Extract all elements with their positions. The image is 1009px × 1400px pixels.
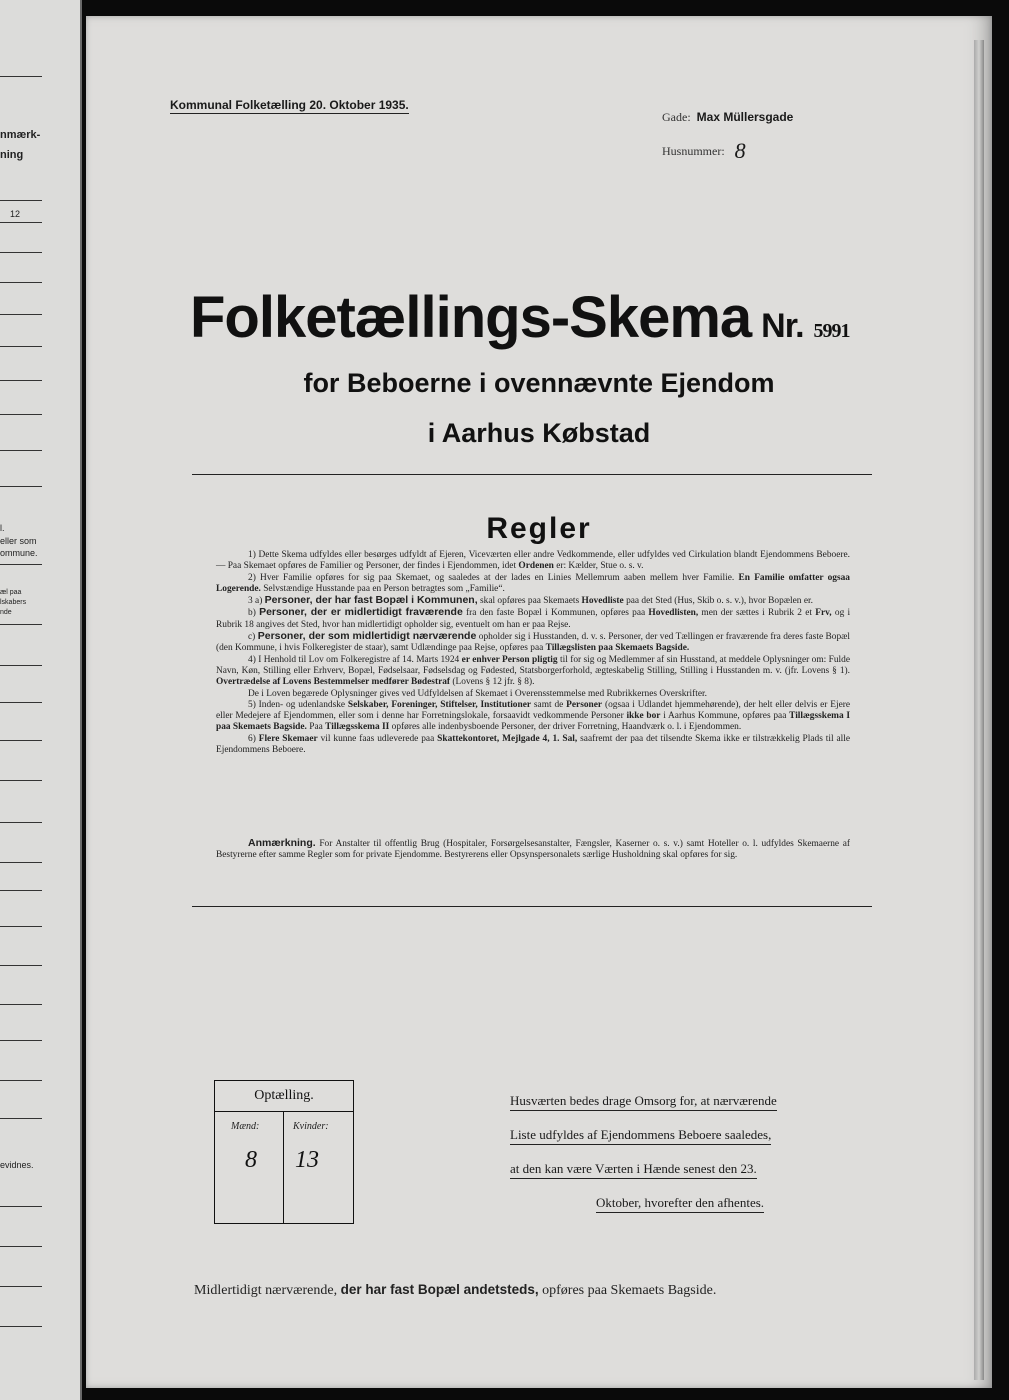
- left-rule: [0, 282, 42, 283]
- count-box-title: Optælling.: [215, 1081, 353, 1112]
- men-label: Mænd:: [231, 1121, 260, 1132]
- left-rule: [0, 740, 42, 741]
- left-rule: [0, 314, 42, 315]
- left-rule: [0, 1004, 42, 1005]
- left-rule: [0, 822, 42, 823]
- left-facing-page: [0, 0, 82, 1400]
- left-rule: [0, 380, 42, 381]
- form-subtitle: for Beboerne i ovennævnte Ejendom: [303, 368, 775, 398]
- left-rule: [0, 450, 42, 451]
- left-rule: [0, 346, 42, 347]
- men-count: 8: [245, 1147, 257, 1173]
- rules-text: [216, 550, 850, 756]
- women-label: Kvinder:: [293, 1121, 329, 1132]
- left-fragment: lskabers: [0, 599, 27, 606]
- divider: [192, 474, 872, 475]
- form-title-main: Folketællings-Skema: [190, 285, 752, 350]
- rule-2: 2) Hver Familie opføres for sig paa Skemaet, og saaledes at der lades en Linies Mellemrum aaben mellem hver Familie. En Familie omfatter ogsaa Logerende. Selvstændige Husstande paa en Person betragtes som „Familie“.: [216, 572, 850, 594]
- notice-line: at den kan være Værten i Hænde senest den 23.: [510, 1160, 850, 1194]
- rule-3b: b) Personer, der er midlertidigt fraværende fra den faste Bopæl i Kommunen, opføres paa Hovedlisten, men der sættes i Rubrik 2 et Frv, og i Rubrik 18 angives det Sted, hvor han midlertidigt opholder sig, eventuelt om han er paa Rejse.: [216, 606, 851, 630]
- left-fragment: nde: [0, 609, 12, 616]
- notice-line: Liste udfyldes af Ejendommens Beboere saaledes,: [510, 1126, 850, 1160]
- page-edge: [974, 40, 984, 1380]
- left-rule: [0, 1286, 42, 1287]
- address-block: [662, 100, 793, 168]
- rule-3a: 3 a) Personer, der har fast Bopæl i Kommunen, skal opføres paa Skemaets Hovedliste paa det Sted (Hus, Skib o. s. v.), hvor Bopælen er.: [248, 594, 813, 607]
- left-rule: [0, 1040, 42, 1041]
- left-rule: [0, 222, 42, 223]
- left-rule: [0, 702, 42, 703]
- form-location: i Aarhus Købstad: [427, 418, 651, 448]
- gade-row: [662, 100, 793, 134]
- left-rule: [0, 1206, 42, 1207]
- left-rule: [0, 926, 42, 927]
- left-fragment: ning: [0, 149, 24, 161]
- left-rule: [0, 252, 42, 253]
- husnummer-value: 8: [734, 138, 746, 163]
- left-fragment: ommune.: [0, 548, 38, 558]
- left-fragment: 12: [10, 209, 21, 219]
- rule-5: 5) Inden- og udenlandske Selskaber, Foreninger, Stiftelser, Institutioner samt de Personer (ogsaa i Udlandet hjemmehørende), der helt eller delvis er Ejere eller Medejere af Ejendommen, eller som i denne har Forretningslokale, forsaavidt vedkommende Personer ikke bor i Aarhus Kommune, opføres paa Tillægsskema I paa Skemaets Bagside. Paa Tillægsskema II opføres alle indenbysboende Personer, der driver Forretning, Haandværk o. l. i Ejendommen.: [216, 699, 851, 733]
- left-rule: [0, 862, 42, 863]
- left-fragment: nmærk-: [0, 129, 41, 141]
- remark-paragraph: [216, 838, 850, 862]
- form-title: [190, 284, 850, 351]
- form-nr-label: Nr.: [761, 307, 804, 345]
- remark-label: Anmærkning.: [248, 837, 316, 849]
- husnummer-row: [662, 134, 793, 168]
- left-rule: [0, 665, 42, 666]
- census-header: Kommunal Folketælling 20. Oktober 1935.: [170, 98, 409, 112]
- rules-heading: Regler: [486, 512, 592, 545]
- rule-3c: c) Personer, der som midlertidigt nærværende opholder sig i Husstanden, d. v. s. Personer, der ved Tællingen er fraværende fra deres faste Bopæl (den Kommune, i hvis Folkeregister de staar), samt Udlændinge paa Rejse, opføres paa Tillægslisten paa Skemaets Bagside.: [216, 630, 851, 654]
- left-rule: [0, 1246, 42, 1247]
- left-fragment: evidnes.: [0, 1160, 34, 1170]
- census-form-page: [86, 16, 992, 1388]
- landlord-notice: [510, 1092, 850, 1228]
- left-rule: [0, 624, 42, 625]
- rule-4-extra: De i Loven begærede Oplysninger gives ved Udfyldelsen af Skemaet i Overensstemmelse med Rubrikkernes Overskrifter.: [248, 688, 707, 699]
- left-rule: [0, 76, 42, 77]
- notice-line: Husværten bedes drage Omsorg for, at nærværende: [510, 1092, 850, 1126]
- count-box-divider: [283, 1111, 284, 1223]
- left-fragment: æl paa: [0, 589, 22, 596]
- left-rule: [0, 965, 42, 966]
- left-rule: [0, 1326, 42, 1327]
- notice-line: Oktober, hvorefter den afhentes.: [510, 1194, 850, 1228]
- gade-value: Max Müllersgade: [696, 110, 794, 124]
- left-rule: [0, 200, 42, 201]
- left-rule: [0, 780, 42, 781]
- divider: [192, 906, 872, 907]
- left-rule: [0, 486, 42, 487]
- form-nr-value: 5991: [813, 320, 850, 342]
- left-rule: [0, 564, 42, 565]
- rule-4: 4) I Henhold til Lov om Folkeregistre af 14. Marts 1924 er enhver Person pligtig til for sig og Medlemmer af sin Husstand, at meddele Oplysninger om: Fulde Navn, Køn, Stilling eller Erhverv, Bopæl, Fødselsaar, Fødselsdag og Fødested, Statsborgerforhold, ægteskabelig Stilling, Stilling i Husstanden m. v. (jfr. Lovens § 1). Overtrædelse af Lovens Bestemmelser medfører Bødestraf (Lovens § 12 jfr. § 8).: [216, 654, 850, 688]
- husnummer-label: Husnummer:: [662, 143, 725, 158]
- rule-1: 1) Dette Skema udfyldes eller besørges udfyldt af Ejeren, Viceværten eller andre Vedkommende, eller udfyldes ved Cirkulation blandt Ejendommens Beboere. — Paa Skemaet opføres de Familier og Personer, der findes i Ejendommen, idet Ordenen er: Kælder, Stue o. s. v.: [216, 550, 850, 572]
- count-box: [214, 1080, 354, 1224]
- left-rule: [0, 890, 42, 891]
- left-rule: [0, 1118, 42, 1119]
- rule-6: 6) Flere Skemaer vil kunne faas udleverede paa Skattekontoret, Mejlgade 4, 1. Sal, saafremt der paa det tilsendte Skema ikke er tilstrækkelig Plads til alle Ejendommens Beboere.: [216, 733, 851, 756]
- left-fragment: l.: [0, 523, 5, 533]
- left-fragment: eller som: [0, 536, 37, 546]
- left-rule: [0, 1080, 42, 1081]
- left-rule: [0, 414, 42, 415]
- women-count: 13: [295, 1147, 319, 1173]
- remark-text: For Anstalter til offentlig Brug (Hospitaler, Forsørgelsesanstalter, Fængsler, Kaserner o. s. v.) samt Hoteller o. l. udfyldes Skemaerne af Bestyrerne efter samme Regler som for private Ejendomme. Bestyrerens eller Opsynspersonalets særlige Husholdning skal opføres for sig.: [216, 839, 851, 861]
- footer-note: Midlertidigt nærværende, der har fast Bopæl andetsteds, opføres paa Skemaets Bagside.: [194, 1282, 717, 1298]
- gade-label: Gade:: [662, 109, 691, 124]
